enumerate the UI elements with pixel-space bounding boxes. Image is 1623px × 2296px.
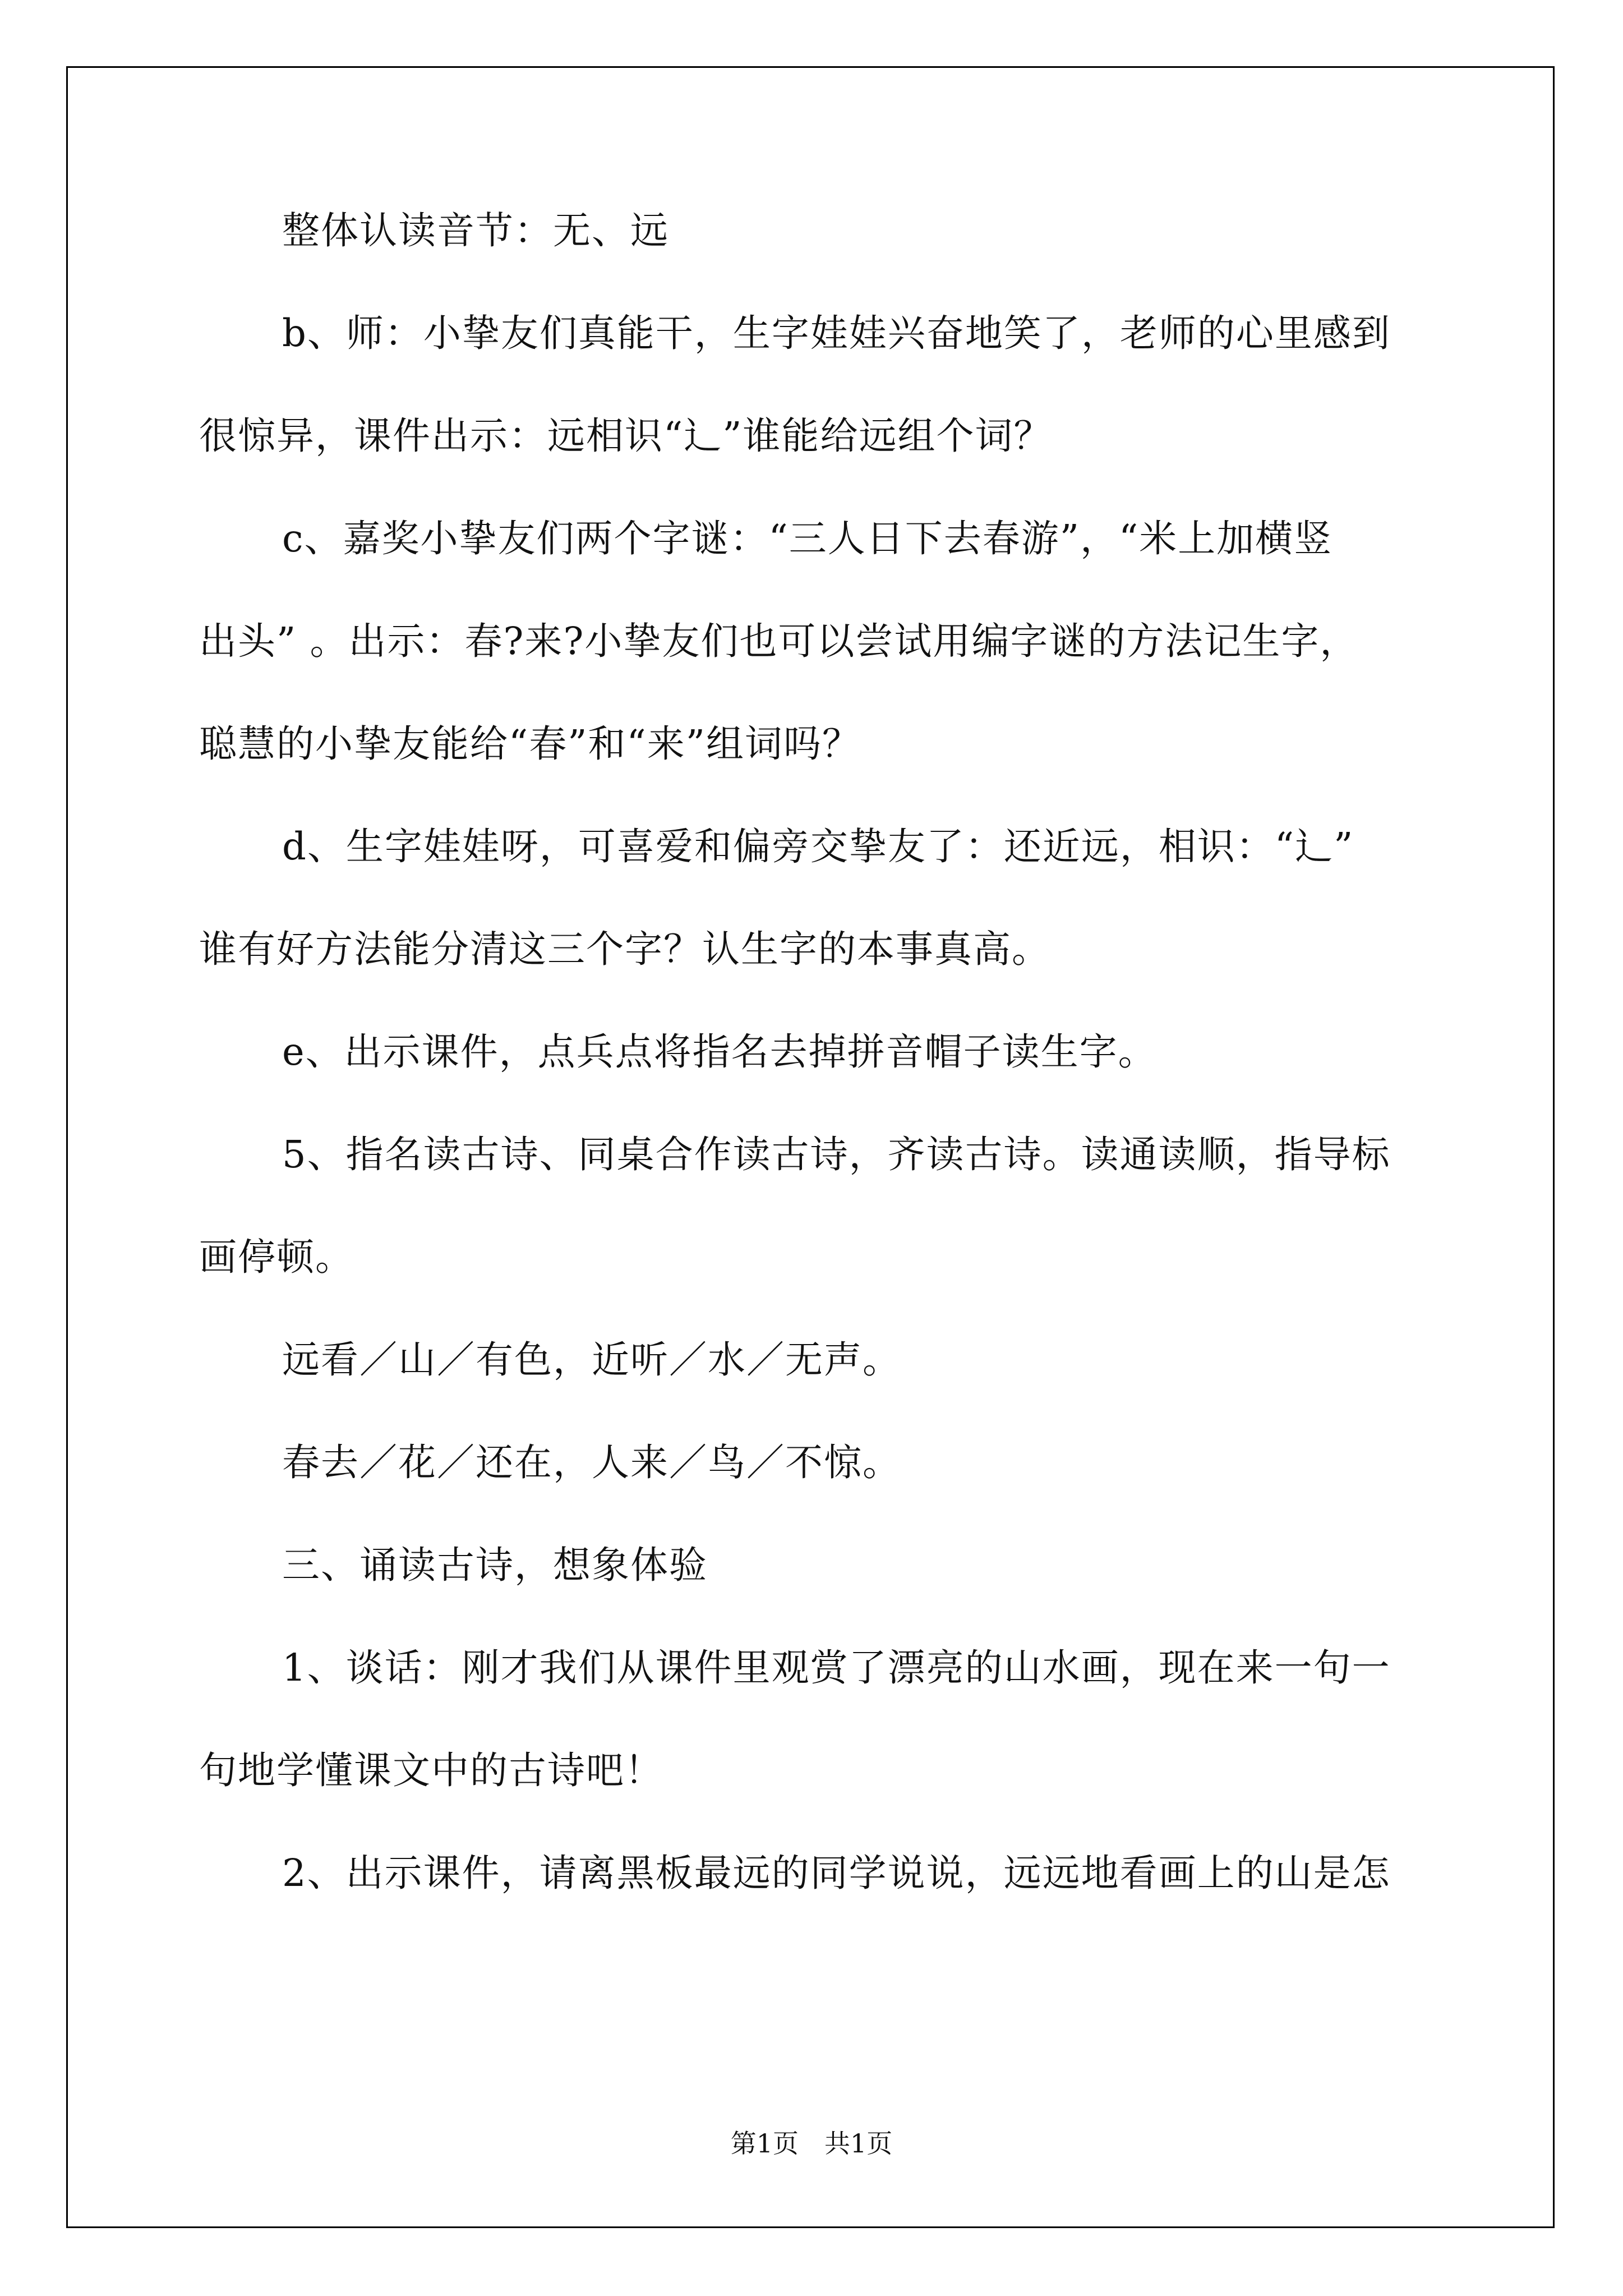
text-line: 出头” 。出示：春?来?小挚友们也可以尝试用编字谜的方法记生字， (199, 619, 1359, 663)
text-line: c、嘉奖小挚友们两个字谜：“三人日下去春游”，“米上加横竖 (282, 517, 1333, 560)
text-line: 整体认读音节：无、远 (282, 209, 669, 252)
text-line: 聪慧的小挚友能给“春”和“来”组词吗？ (199, 722, 861, 766)
text-line: 远看／山／有色，近听／水／无声。 (282, 1338, 901, 1382)
text-line: 1、谈话：刚才我们从课件里观赏了漂亮的山水画，现在来一句一 (282, 1646, 1391, 1690)
text-line: e、出示课件，点兵点将指名去掉拼音帽子读生字。 (282, 1030, 1157, 1074)
text-line: 很惊异，课件出示：远相识“辶”谁能给远组个词？ (199, 414, 1053, 458)
text-line: 春去／花／还在，人来／鸟／不惊。 (282, 1441, 901, 1484)
text-line: d、生字娃娃呀，可喜爱和偏旁交挚友了：还近远，相识：“辶” (282, 825, 1354, 868)
section-heading: 三、诵读古诗，想象体验 (282, 1543, 708, 1587)
text-line: 5、指名读古诗、同桌合作读古诗，齐读古诗。读通读顺，指导标 (282, 1133, 1391, 1176)
text-line: b、师：小挚友们真能干，生字娃娃兴奋地笑了，老师的心里感到 (282, 311, 1391, 355)
text-line: 2、出示课件，请离黑板最远的同学说说，远远地看画上的山是怎 (282, 1851, 1391, 1895)
text-line: 句地学懂课文中的古诗吧！ (199, 1749, 663, 1792)
text-line: 谁有好方法能分清这三个字？认生字的本事真高。 (199, 927, 1050, 971)
text-line: 画停顿。 (199, 1235, 354, 1279)
page-footer: 第1页 共1页 (730, 2128, 893, 2159)
